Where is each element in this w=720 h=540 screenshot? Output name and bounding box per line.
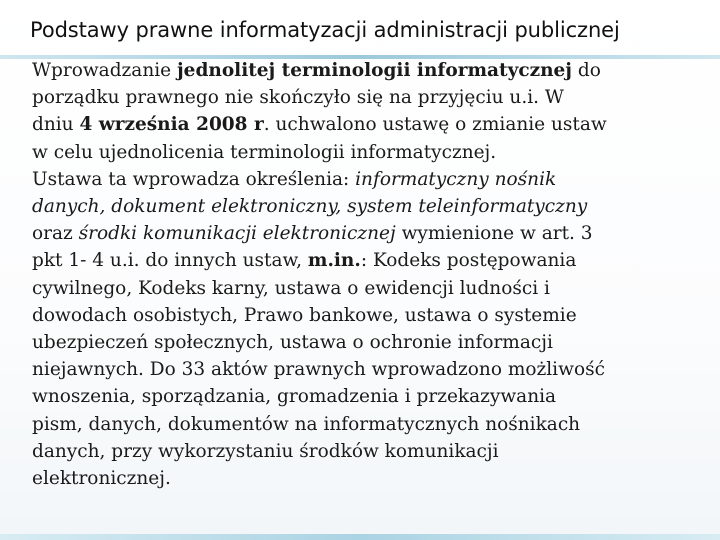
para2-line5: cywilnego, Kodeks karny, ustawa o ewidencji ludności i — [32, 277, 550, 299]
para2-line3 — [32, 220, 710, 247]
para2-line11: danych, przy wykorzystaniu środków komunikacji — [32, 440, 499, 462]
para2-line12: elektronicznej. — [32, 468, 171, 490]
slide-body — [32, 57, 710, 492]
para1-text: Wprowadzanie — [32, 60, 177, 81]
para1-line1 — [32, 57, 710, 84]
para2-italic-term: danych, dokument elektroniczny, system teleinformatyczny — [32, 196, 588, 218]
para1-line4: w celu ujednolicenia terminologii informatycznej. — [32, 141, 497, 163]
para2-text: Ustawa ta wprowadza określenia: — [32, 168, 356, 190]
para2-bold-abbrev: m.in. — [307, 250, 361, 272]
para2-line8: niejawnych. Do 33 aktów prawnych wprowadzono możliwość — [32, 359, 605, 381]
para2-line4 — [32, 247, 710, 274]
para2-line9: wnoszenia, sporządzania, gromadzenia i przekazywania — [32, 386, 557, 408]
para1-text: . uchwalono ustawę o zmianie ustaw — [263, 114, 607, 136]
footer-bar — [0, 534, 720, 540]
para1-bold-date: 4 września 2008 r — [79, 114, 264, 136]
slide-title: Podstawy prawne informatyzacji administracji publicznej — [30, 18, 620, 42]
para1-text: dniu — [32, 114, 80, 136]
para2-line2 — [32, 193, 710, 220]
para2-italic-term: środki komunikacji elektronicznej — [78, 223, 396, 245]
para2-text: pkt 1- 4 u.i. do innych ustaw, — [32, 250, 308, 272]
para2-line6: dowodach osobistych, Prawo bankowe, ustawa o systemie — [32, 304, 577, 326]
paragraph-definitions — [32, 166, 710, 492]
para2-line7: ubezpieczeń społecznych, ustawa o ochronie informacji — [32, 332, 553, 354]
para2-italic-term: informatyczny nośnik — [355, 168, 557, 190]
para1-line3 — [32, 111, 710, 138]
para2-line10: pism, danych, dokumentów na informatycznych nośnikach — [32, 413, 581, 435]
para2-text: oraz — [32, 223, 79, 245]
para2-text: : Kodeks postępowania — [360, 250, 577, 272]
para1-line2: porządku prawnego nie skończyło się na przyjęciu u.i. W — [32, 87, 564, 109]
paragraph-terminology — [32, 57, 710, 166]
para2-text: wymienione w art. 3 — [395, 223, 593, 245]
para2-line1 — [32, 166, 710, 193]
para1-text: do — [572, 60, 601, 81]
para1-bold-term: jednolitej terminologii informatycznej — [176, 60, 572, 81]
